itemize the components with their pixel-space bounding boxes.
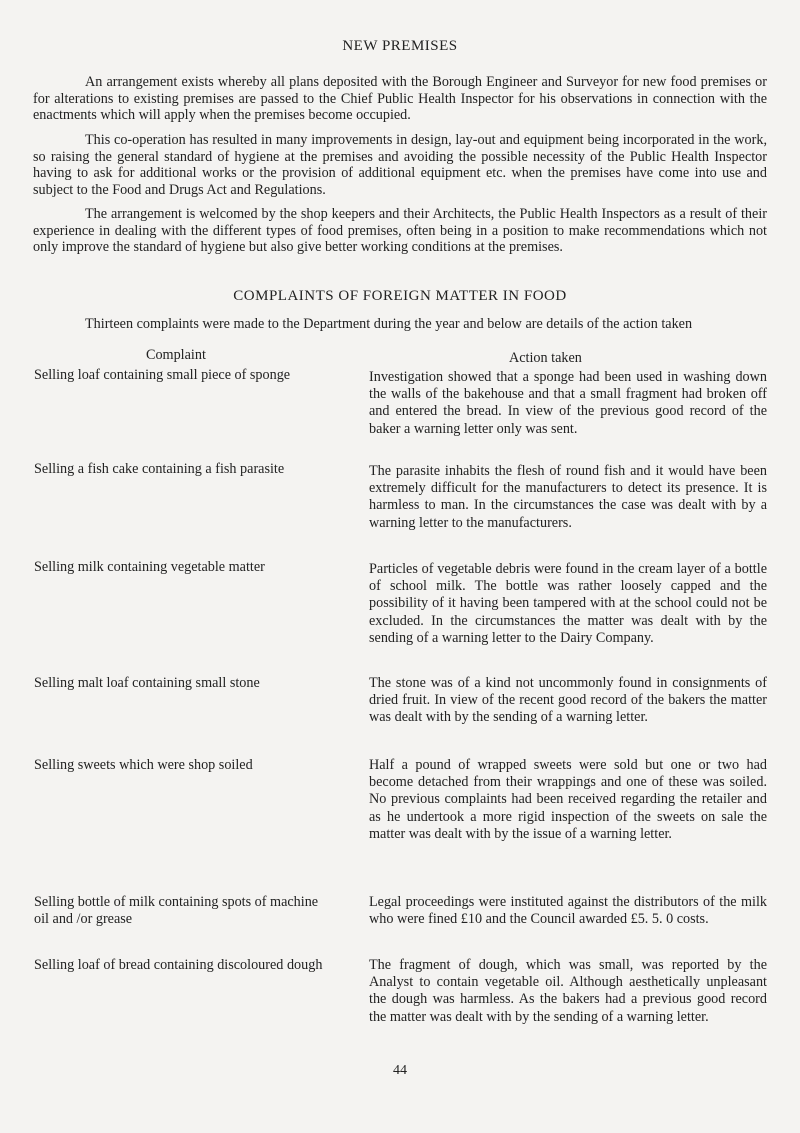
section-heading-complaints: COMPLAINTS OF FOREIGN MATTER IN FOOD xyxy=(233,288,567,304)
action-item: Particles of vegetable debris were found in the cream layer of a bottle of school milk. The bottle was rather loosely capped and the possibility of it having been tampered with at the school could not be excluded. In the circumstances the matter was dealt with by the sending of a warning letter to the Dairy Company. xyxy=(369,561,767,646)
page-number: 44 xyxy=(393,1063,407,1078)
complaint-item: Selling milk containing vegetable matter xyxy=(34,559,265,575)
action-item: Half a pound of wrapped sweets were sold but one or two had become detached from their wrappings and one of these was soiled. No previous complaints had been received regarding the retailer and as he undertook a more rigid inspection of the sweets on sale the matter was dealt with by the issue of a warning letter. xyxy=(369,757,767,842)
action-item: Investigation showed that a sponge had been used in washing down the walls of the bakehouse and that a small fragment had broken off and entered the bread. In view of the previous good record of the baker a warning letter only was sent. xyxy=(369,369,767,437)
complaint-item: Selling bottle of milk containing spots of machine oil and /or grease xyxy=(34,894,319,927)
action-item: The fragment of dough, which was small, was reported by the Analyst to contain vegetable oil. Although aesthetically unpleasant the dough was harmless. As the bakers had a previous good record the matter was dealt with by the sending of a warning letter. xyxy=(369,957,767,1025)
complaint-item: Selling malt loaf containing small stone xyxy=(34,675,260,691)
complaint-item: Selling loaf containing small piece of sponge xyxy=(34,367,291,383)
action-item: Legal proceedings were instituted against the distributors of the milk who were fined £10 and the Council awarded £5. 5. 0 costs. xyxy=(369,894,767,928)
paragraph-cooperation: This co-operation has resulted in many improvements in design, lay-out and equipment being incorporated in the work, so raising the general standard of hygiene at the premises and avoiding the possible necessity of the Public Health Inspector having to ask for additional works or the provision of additional equipment etc. when the premises have come into use and subject to the Food and Drugs Act and Regulations. xyxy=(33,132,767,198)
complaint-item: Selling a fish cake containing a fish parasite xyxy=(34,461,285,477)
complaint-item: Selling sweets which were shop soiled xyxy=(34,757,253,773)
action-item: The parasite inhabits the flesh of round fish and it would have been extremely difficult for the manufacturers to detect its presence. It is harmless to man. In the circumstances the case was dealt with by a warning letter to the manufacturers. xyxy=(369,463,767,531)
section-heading-new-premises: NEW PREMISES xyxy=(342,38,458,54)
column-header-action: Action taken xyxy=(509,350,582,366)
paragraph-welcomed: The arrangement is welcomed by the shop keepers and their Architects, the Public Health Inspectors as a result of their experience in dealing with the different types of food premises, often being in a position to make recommendations which not only improve the standard of hygiene but also give better working conditions at the premises. xyxy=(33,206,767,255)
paragraph-complaints-intro: Thirteen complaints were made to the Department during the year and below are details of the action taken xyxy=(85,316,693,332)
complaint-item: Selling loaf of bread containing discoloured dough xyxy=(34,957,323,973)
paragraph-arrangement: An arrangement exists whereby all plans deposited with the Borough Engineer and Surveyor for new food premises or for alterations to existing premises are passed to the Chief Public Health Inspector for his observations in connection with the enactments which will apply when the premises become occupied. xyxy=(33,74,767,123)
column-header-complaint: Complaint xyxy=(146,347,206,363)
action-item: The stone was of a kind not uncommonly found in consignments of dried fruit. In view of the recent good record of the bakers the matter was dealt with by the sending of a warning letter. xyxy=(369,675,767,726)
